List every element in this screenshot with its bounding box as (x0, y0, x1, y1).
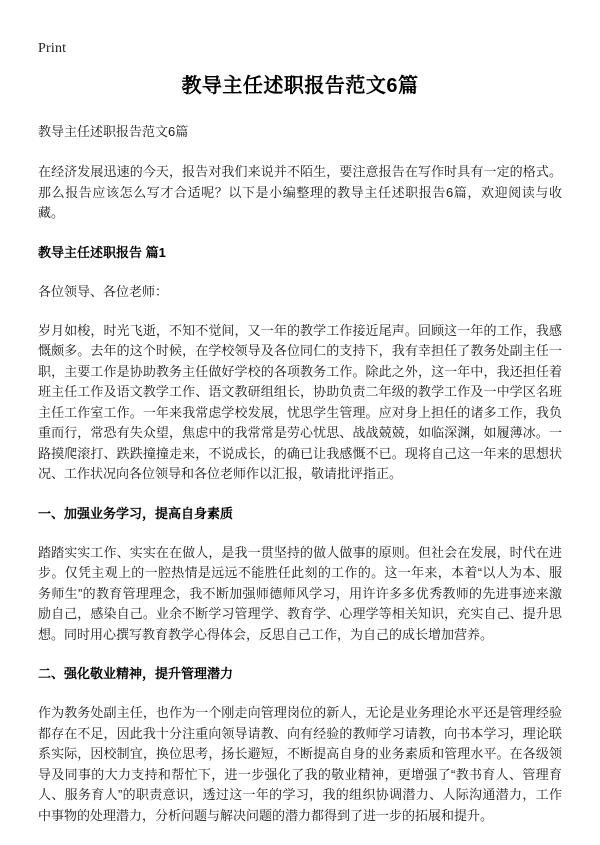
section-body-1: 踏踏实实工作、实实在在做人，是我一贯坚持的做人做事的原则。但社会在发展，时代在进步。仅凭主观上的一腔热情是远远不能胜任此刻的工作的。这一年来，本着“以人为本、服务师生”的教育管理理念，我不断加强师德师风学习，用许许多多优秀教师的先进事迹来激励自己，感染自己。业余不断学习管理学、教育学、心理学等相关知识，充实自己、提升思想。同时用心撰写教育教学心得体会，反思自己工作，为自己的成长增加营养。 (38, 544, 562, 642)
print-label[interactable]: Print (38, 41, 67, 56)
document-content (38, 72, 562, 845)
section-body-2: 作为教务处副主任，也作为一个刚走向管理岗位的新人，无论是业务理论水平还是管理经验都存在不足，因此我十分注重向领导请教、向有经验的教师学习请教，向书本学习，理论联系实际，因校制宜，换位思考，扬长避短，不断提高自身的业务素质和管理水平。在各级领导及同事的大力支持和帮忙下，进一步强化了我的敬业精神，更增强了“教书育人、管理育人、服务育人”的职责意识，透过这一年的学习，我的组织协调潜力、人际沟通潜力，工作中事物的处理潜力，分析问题与解决问题的潜力都得到了进一步的拓展和提升。 (38, 705, 562, 823)
section-heading-1: 一、加强业务学习，提高自身素质 (38, 505, 234, 521)
article-heading: 教导主任述职报告 篇1 (38, 244, 166, 260)
intro-paragraph: 在经济发展迅速的今天，报告对我们来说并不陌生，要注意报告在写作时具有一定的格式。那么报告应该怎么写才合适呢？以下是小编整理的教导主任述职报告6篇，欢迎阅读与收藏。 (38, 164, 562, 220)
document-subtitle: 教导主任述职报告范文6篇 (38, 124, 189, 139)
salutation-line: 各位领导、各位老师： (38, 283, 169, 299)
section-heading-2: 二、强化敬业精神，提升管理潜力 (38, 666, 234, 681)
opening-paragraph: 岁月如梭，时光飞逝，不知不觉间，又一年的教学工作接近尾声。回顾这一年的工作，我感慨颇多。去年的这个时候，在学校领导及各位同仁的支持下，我有幸担任了教务处副主任一职，主要工作是协助教务主任做好学校的各项教务工作。除此之外，这一年中，我还担任着班主任工作及语文教学工作、语文教研组组长，协助负责二年级的教学工作及一中学区名班主任工作室工作。一年来我常虑学校发展，忧思学生管理。应对身上担任的诸多工作，我负重而行，常恐有失众望，焦虑中的我常常是劳心忧思、战战兢兢，如临深渊，如履薄冰。一路摸爬滚打、跌跌撞撞走来，不说成长，的确已让我感慨不已。现将自己这一年来的思想状况、工作状况向各位领导和各位老师作以汇报，敬请批评指正。 (38, 322, 562, 481)
page-title: 教导主任述职报告范文6篇 (181, 75, 419, 97)
